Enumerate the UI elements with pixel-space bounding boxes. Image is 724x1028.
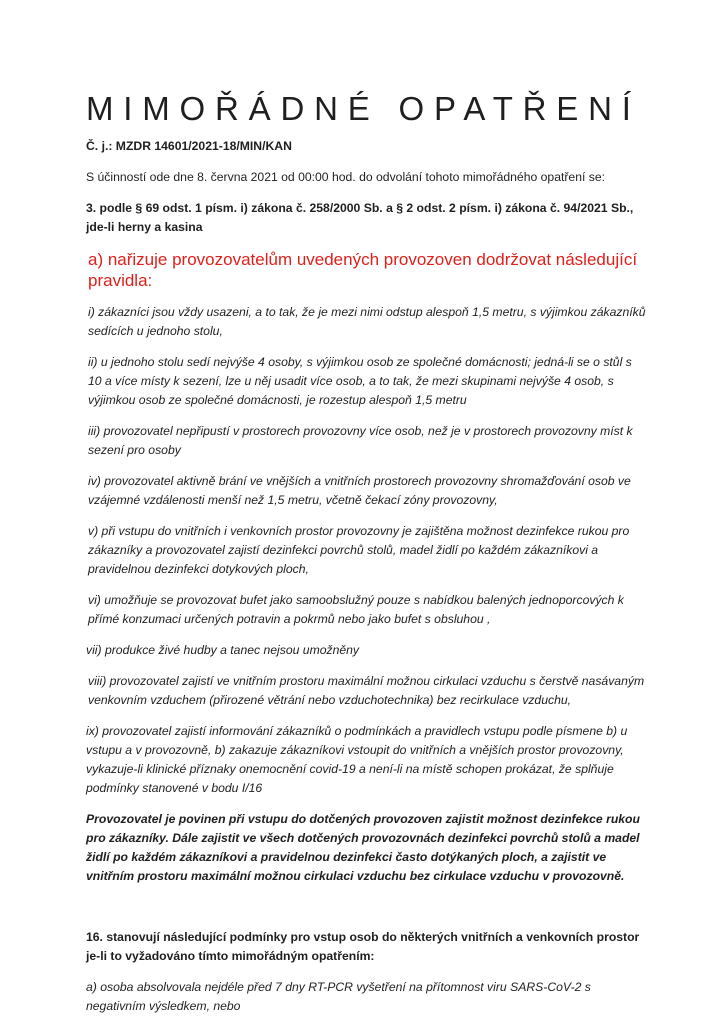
rule-ii: ii) u jednoho stolu sedí nejvýše 4 osoby, s výjimkou osob ze společné domácnosti; jedná-li se o stůl s 10 a více místy k sezení, lze u něj usadit více osob, a to tak, že mezi skupinami nejvýše 4 osob, s výjimkou osob ze společné domácnosti, je rozestup alespoň 1,5 metru <box>88 355 632 407</box>
reference-number: Č. j.: MZDR 14601/2021-18/MIN/KAN <box>86 139 292 153</box>
rule-vii: vii) produkce živé hudby a tanec nejsou umožněny <box>86 643 360 657</box>
document-title: MIMOŘÁDNÉ OPATŘENÍ <box>86 90 641 127</box>
rule-viii: viii) provozovatel zajistí ve vnitřním prostoru maximální možnou cirkulaci vzduchu s čerstvě nasávaným venkovním vzduchem (přirozené větrání nebo vzduchotechnika) bez recirkulace vzduchu, <box>88 674 645 707</box>
rule-ix: ix) provozovatel zajistí informování zákazníků o podmínkách a pravidlech vstupu podle písmene b) u vstupu a v provozovně, b) zakazuje zákazníkovi vstoupit do vnitřních a vnějších prostor provozovny, vykazuje-li klinické příznaky onemocnění covid-19 a není-li na místě schopen prokázat, že splňuje podmínky stanovené v bodu I/16 <box>86 724 628 795</box>
section-16-heading: 16. stanovují následující podmínky pro vstup osob do některých vnitřních a venkovních prostor je-li to vyžadováno tímto mimořádným opatřením: <box>86 930 640 963</box>
spacer <box>86 898 646 928</box>
document-body <box>86 137 646 1028</box>
rule-i: i) zákazníci jsou vždy usazeni, a to tak, že je mezi nimi odstup alespoň 1,5 metru, s výjimkou zákazníků sedících u jednoho stolu, <box>88 305 646 338</box>
rule-v: v) při vstupu do vnitřních i venkovních prostor provozovny je zajištěna možnost dezinfekce rukou pro zákazníky a provozovatel zajistí dezinfekci povrchů stolů, madel židlí po každém zákazníkovi a pravidelnou dezinfekci dotykových ploch, <box>88 524 630 576</box>
rule-iv: iv) provozovatel aktivně brání ve vnějších a vnitřních prostorech provozovny shromažďování osob ve vzájemné vzdálenosti menší než 1,5 metru, včetně čekací zóny provozovny, <box>88 474 631 507</box>
effective-date: S účinností ode dne 8. června 2021 od 00:00 hod. do odvolání tohoto mimořádného opatření se: <box>86 170 606 184</box>
operator-obligation-note: Provozovatel je povinen při vstupu do dotčených provozoven zajistit možnost dezinfekce rukou pro zákazníky. Dále zajistit ve všech dotčených provozovnách dezinfekci povrchů stolů a madel židlí po každém zákazníkovi a pravidelnou dezinfekci často dotýkaných ploch, a zajistit ve vnitřním prostoru maximální možnou cirkulaci vzduchu bez cirkulace vzduchu v provozovně. <box>86 812 640 883</box>
section-3-heading: 3. podle § 69 odst. 1 písm. i) zákona č. 258/2000 Sb. a § 2 odst. 2 písm. i) zákona č. 94/2021 Sb., jde-li herny a kasina <box>86 201 634 234</box>
rule-iii: iii) provozovatel nepřipustí v prostorech provozovny více osob, než je v prostorech provozovny míst k sezení pro osoby <box>88 424 633 457</box>
section-16-a: a) osoba absolvovala nejdéle před 7 dny RT-PCR vyšetření na přítomnost viru SARS-CoV-2 s negativním výsledkem, nebo <box>86 980 591 1013</box>
section-3-a-red: a) nařizuje provozovatelům uvedených provozoven dodržovat následující pravidla: <box>88 250 638 290</box>
rule-vi: vi) umožňuje se provozovat bufet jako samoobslužný pouze s nabídkou balených jednoporcových k přímé konzumaci určených potravin a pokrmů nebo jako bufet s obsluhou , <box>88 593 624 626</box>
